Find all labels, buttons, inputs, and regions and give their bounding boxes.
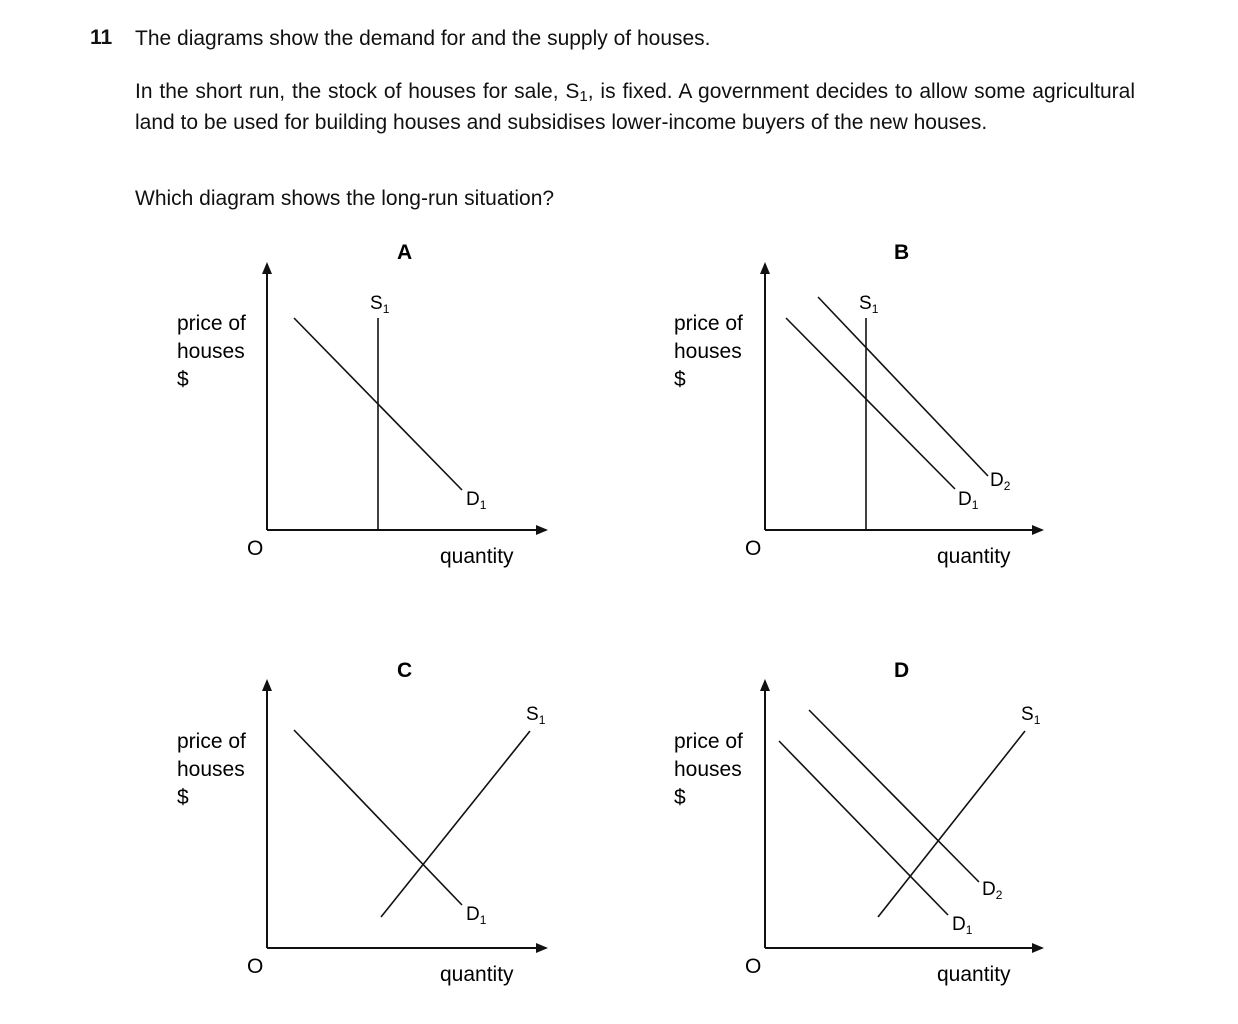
diagram-d-x-label: quantity [937, 963, 1011, 986]
diagram-c-demand-d1 [294, 730, 462, 905]
diagram-c-d1-label: $D_1$ [466, 904, 487, 927]
diagram-b-demand-d1 [786, 318, 955, 489]
diagram-a-y-label-2: houses [177, 340, 245, 363]
diagram-b-x-label: quantity [937, 545, 1011, 568]
diagram-d [674, 659, 1042, 986]
diagram-d-demand-d1 [779, 741, 948, 915]
diagram-b-y-label-2: houses [674, 340, 742, 363]
diagram-c-x-label: quantity [440, 963, 514, 986]
diagram-b-label: B [894, 241, 910, 264]
diagram-b-d2-label: $D_2$ [990, 470, 1011, 493]
question-paragraph: In the short run, the stock of houses for sale, S1, is fixed. A government decides to allow some agricultural land to be used for building houses and subsidises lower-income buyers of the new houses. [135, 80, 1136, 134]
diagram-c-y-label-1: price of [177, 730, 246, 753]
diagram-a-y-label-3: $ [177, 368, 189, 391]
question-number: 11 [90, 26, 113, 49]
diagram-d-origin: O [745, 955, 762, 978]
diagram-d-y-label-3: $ [674, 786, 686, 809]
question-prompt: Which diagram shows the long-run situation? [135, 187, 555, 210]
diagram-b-s1-label: $S_1$ [859, 293, 879, 316]
diagram-b [674, 241, 1042, 568]
diagram-b-y-label-3: $ [674, 368, 686, 391]
diagram-d-d2-label: $D_2$ [982, 879, 1003, 902]
diagram-c [177, 659, 546, 986]
diagram-a-x-label: quantity [440, 545, 514, 568]
diagram-b-demand-d2 [818, 297, 988, 476]
diagram-d-supply-s1 [878, 731, 1025, 917]
diagram-d-s1-label: $S_1$ [1021, 704, 1041, 727]
diagram-a-label: A [397, 241, 413, 264]
diagram-a [177, 241, 546, 568]
diagram-c-s1-label: $S_1$ [526, 704, 546, 727]
diagram-c-y-label-2: houses [177, 758, 245, 781]
diagram-d-demand-d2 [809, 710, 979, 882]
diagram-c-origin: O [247, 955, 264, 978]
diagram-d-y-label-2: houses [674, 758, 742, 781]
diagram-b-origin: O [745, 537, 762, 560]
diagram-a-d1-label: $D_1$ [466, 489, 487, 512]
diagram-a-origin: O [247, 537, 264, 560]
diagram-d-d1-label: $D_1$ [952, 914, 973, 937]
diagram-c-label: C [397, 659, 413, 682]
diagram-a-y-label-1: price of [177, 312, 246, 335]
diagram-a-s1-label: $S_1$ [370, 293, 390, 316]
diagram-b-y-label-1: price of [674, 312, 743, 335]
diagram-c-y-label-3: $ [177, 786, 189, 809]
diagram-d-y-label-1: price of [674, 730, 743, 753]
diagram-d-label: D [894, 659, 910, 682]
diagram-c-supply-s1 [381, 731, 530, 917]
diagram-b-d1-label: $D_1$ [958, 489, 979, 512]
question-stem: The diagrams show the demand for and the supply of houses. [135, 27, 711, 50]
